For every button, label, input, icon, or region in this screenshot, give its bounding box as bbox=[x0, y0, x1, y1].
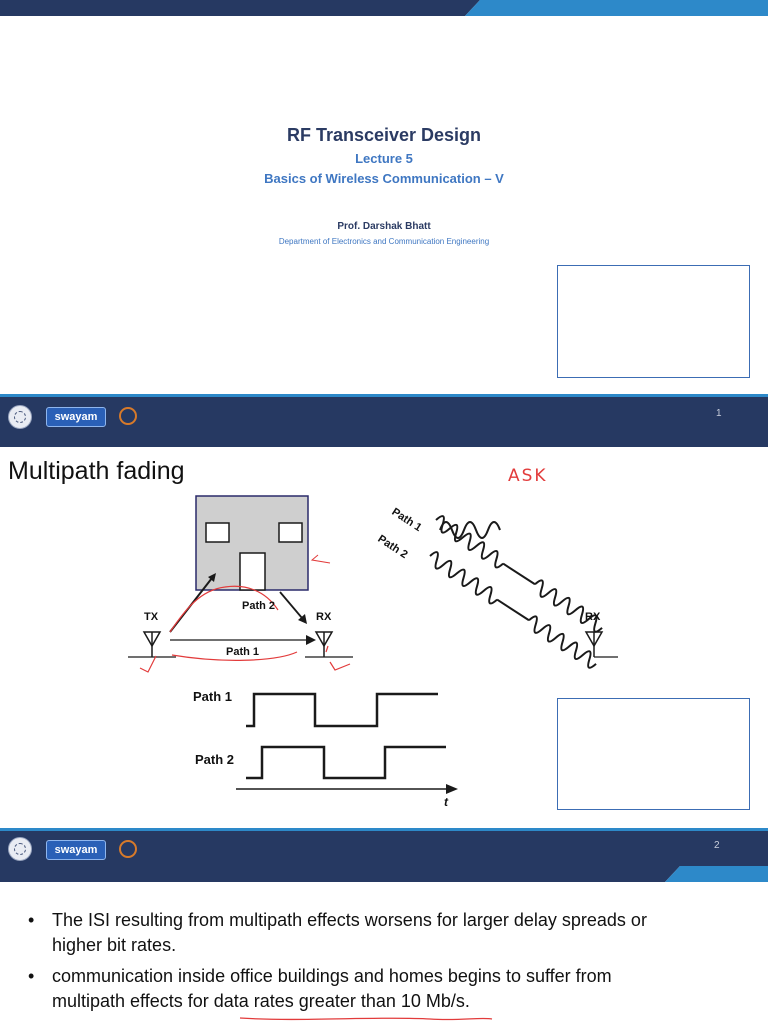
wave-path1-label: Path 1 bbox=[389, 506, 424, 535]
path1-label: Path 1 bbox=[226, 646, 260, 658]
path2-label: Path 2 bbox=[242, 600, 276, 612]
rx-label: RX bbox=[316, 611, 332, 623]
page-number: 2 bbox=[714, 840, 720, 851]
bullet-dot: • bbox=[28, 910, 35, 930]
rx-right-label: RX bbox=[585, 611, 601, 623]
bullet-line: The ISI resulting from multipath effects worsens for larger delay spreads or bbox=[52, 910, 647, 930]
slide-title: Multipath fading bbox=[8, 457, 185, 485]
bullet-dot: • bbox=[28, 966, 35, 986]
nptel-logo bbox=[119, 407, 137, 425]
slide-2 bbox=[0, 450, 768, 882]
bullet-line: communication inside office buildings and homes begins to suffer from bbox=[52, 966, 612, 986]
page-number: 1 bbox=[716, 408, 722, 419]
underline-annotation bbox=[0, 866, 768, 1024]
top-band bbox=[0, 0, 768, 16]
slide-3 bbox=[0, 866, 768, 1024]
slide-1 bbox=[0, 0, 768, 450]
swayam-logo: swayam bbox=[46, 840, 106, 860]
slide-title: RF Transceiver Design bbox=[286, 125, 482, 145]
department-name: Department of Electronics and Communication Engineering bbox=[278, 237, 490, 246]
lecture-number: Lecture 5 bbox=[355, 151, 413, 166]
path2-pulse bbox=[246, 747, 446, 778]
institute-logo bbox=[8, 837, 32, 861]
signal-path1-label: Path 1 bbox=[193, 689, 233, 704]
slide-footer bbox=[0, 394, 768, 447]
video-frame bbox=[557, 265, 750, 378]
author-name: Prof. Darshak Bhatt bbox=[337, 221, 431, 232]
tx-label: TX bbox=[144, 611, 159, 623]
bullet-line: higher bit rates. bbox=[52, 935, 177, 955]
lecture-subtitle: Basics of Wireless Communication – V bbox=[264, 171, 504, 186]
bullet-line: multipath effects for data rates greater than 10 Mb/s. bbox=[52, 991, 470, 1011]
wave-path2-label: Path 2 bbox=[375, 533, 410, 562]
time-axis-label: t bbox=[444, 795, 448, 809]
institute-logo bbox=[8, 405, 32, 429]
signal-path2-label: Path 2 bbox=[195, 752, 235, 767]
handwritten-annotation: ASK bbox=[508, 466, 548, 486]
video-frame bbox=[557, 698, 750, 810]
nptel-logo bbox=[119, 840, 137, 858]
path1-pulse bbox=[246, 694, 438, 726]
swayam-logo: swayam bbox=[46, 407, 106, 427]
